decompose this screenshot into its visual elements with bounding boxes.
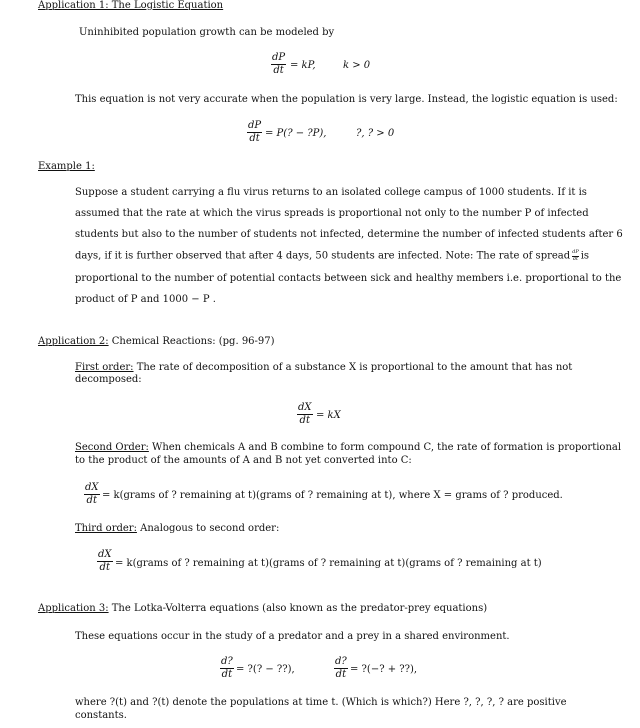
eq2-rhs: = P(? − ?P), xyxy=(265,128,327,139)
first-order-text: The rate of decomposition of a substance X is proportional to the amount that has not xyxy=(133,362,573,373)
eq2-denominator: dt xyxy=(249,132,260,144)
app3-heading xyxy=(38,603,487,615)
eq3-denominator: dt xyxy=(299,414,310,426)
app3-heading-label: Application 3: xyxy=(38,603,109,614)
eq1-condition: k > 0 xyxy=(343,60,371,71)
app1-note: This equation is not very accurate when the population is very large. Instead, the logistic equation is used: xyxy=(75,94,618,105)
app3-heading-rest: The Lotka-Volterra equations (also known as the predator-prey equations) xyxy=(108,603,488,614)
eq5-rhs: = k(grams of ? remaining at t)(grams of ? remaining at t)(grams of ? remaining at t) xyxy=(115,558,542,569)
example1-line5: proportional to the number of potential contacts between sick and healthy members i.e. proportional to the xyxy=(75,273,622,284)
eq7-numerator: d? xyxy=(335,656,347,667)
eq4-denominator: dt xyxy=(86,494,97,506)
equation-logistic xyxy=(247,120,262,144)
app2-heading-label: Application 2: xyxy=(38,336,109,347)
equation-predator xyxy=(334,656,348,680)
equation-second-order xyxy=(84,482,100,506)
first-order-line2: decomposed: xyxy=(75,374,142,385)
eq1-denominator: dt xyxy=(273,64,284,76)
eq2-numerator: dP xyxy=(248,120,262,131)
third-order-line xyxy=(75,523,279,535)
second-order-line1 xyxy=(75,442,621,454)
app1-intro: Uninhibited population growth can be modeled by xyxy=(79,27,335,38)
eq2-condition: ?, ? > 0 xyxy=(356,128,395,139)
app2-heading-rest: Chemical Reactions: (pg. 96-97) xyxy=(108,336,275,347)
equation-first-order xyxy=(297,402,313,426)
eq6-numerator: d? xyxy=(221,656,233,667)
eq1-numerator: dP xyxy=(272,52,286,63)
first-order-label: First order: xyxy=(75,362,134,373)
second-order-text: When chemicals A and B combine to form compound C, the rate of formation is proportional xyxy=(148,442,622,453)
example1-line1: Suppose a student carrying a flu virus returns to an isolated college campus of 1000 students. If it is xyxy=(75,187,587,198)
eq5-numerator: dX xyxy=(98,549,112,560)
eq4-rhs: = k(grams of ? remaining at t)(grams of ? remaining at t), where X = grams of ? produced. xyxy=(102,490,563,501)
eq6-rhs: = ?(? − ??), xyxy=(236,664,295,675)
spread-rate-denominator: dt xyxy=(572,255,579,262)
third-order-text: Analogous to second order: xyxy=(136,523,280,534)
second-order-label: Second Order: xyxy=(75,442,149,453)
equation-third-order xyxy=(97,549,113,573)
eq3-rhs: = kX xyxy=(316,410,341,421)
eq6-denominator: dt xyxy=(221,668,233,680)
app2-heading xyxy=(38,336,275,348)
eq4-numerator: dX xyxy=(85,482,99,493)
eq7-denominator: dt xyxy=(335,668,347,680)
app3-where-line1: where ?(t) and ?(t) denote the populations at time t. (Which is which?) Here ?, ?, ?, ? are positive xyxy=(75,697,567,708)
spread-rate-numerator: dP xyxy=(572,249,579,255)
spread-rate-fraction xyxy=(572,250,579,262)
app3-where-line2: constants. xyxy=(75,710,127,721)
eq5-denominator: dt xyxy=(99,561,110,573)
eq3-numerator: dX xyxy=(298,402,312,413)
example1-line4-text: days, if it is further observed that after 4 days, 50 students are infected. Note: The rate of spread xyxy=(75,250,571,262)
equation-prey xyxy=(220,656,234,680)
example1-line4 xyxy=(75,250,589,263)
example1-line2: assumed that the rate at which the virus spreads is proportional not only to the number P of infected xyxy=(75,208,589,219)
third-order-label: Third order: xyxy=(75,523,137,534)
app3-intro: These equations occur in the study of a predator and a prey in a shared environment. xyxy=(75,631,510,642)
first-order-line1 xyxy=(75,362,572,374)
example1-heading: Example 1: xyxy=(38,161,95,172)
equation-exponential xyxy=(271,52,286,76)
eq1-rhs: = kP, xyxy=(290,60,316,71)
second-order-line2: to the product of the amounts of A and B not yet converted into C: xyxy=(75,455,412,466)
example1-line4-end: is xyxy=(580,250,590,262)
eq7-rhs: = ?(−? + ??), xyxy=(350,664,418,675)
example1-line6: product of P and 1000 − P . xyxy=(75,294,216,305)
example1-line3: students but also to the number of students not infected, determine the number of infected students after 6 xyxy=(75,229,623,240)
app1-heading: Application 1: The Logistic Equation xyxy=(38,0,224,11)
